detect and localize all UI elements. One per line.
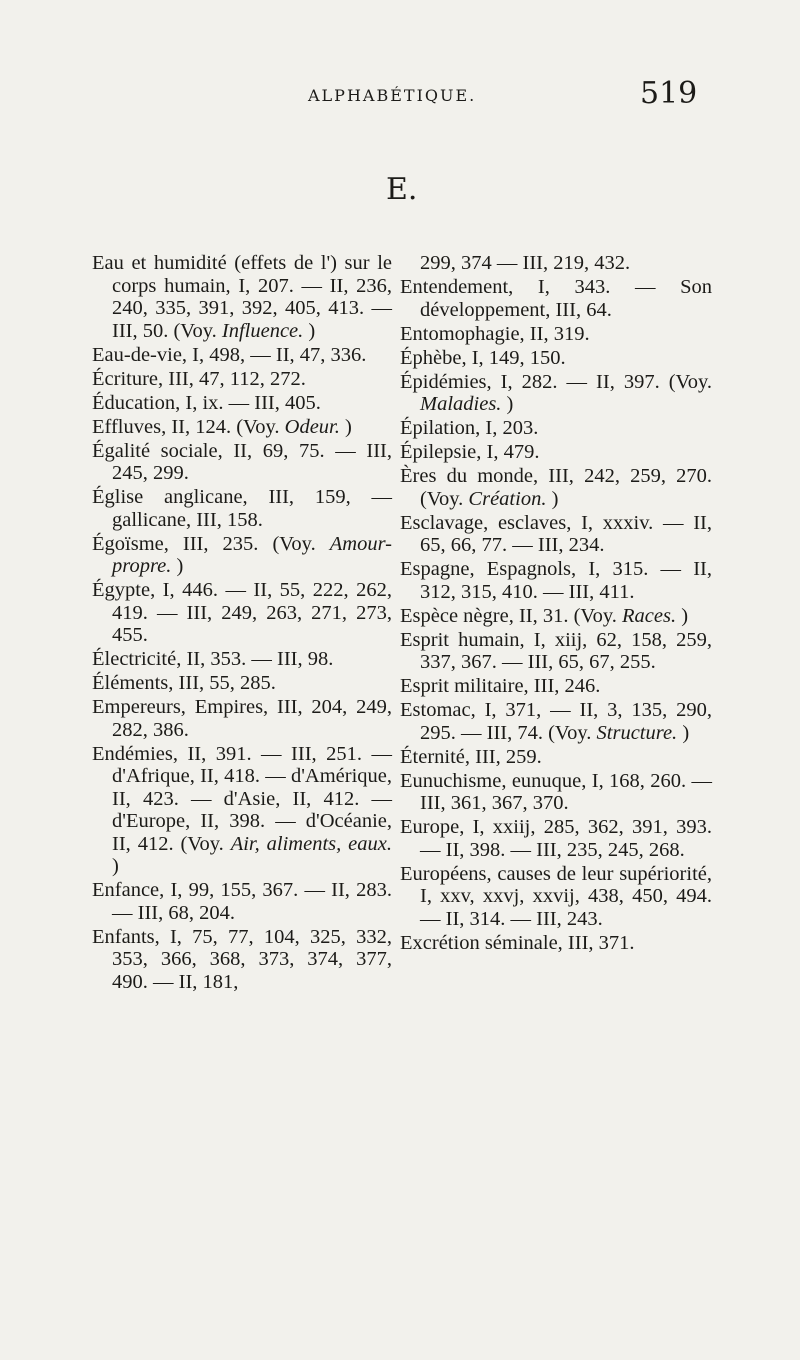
section-letter: E.: [386, 172, 418, 207]
index-entry: Égypte, I, 446. — II, 55, 222, 262, 419. — III, 249, 263, 271, 273, 455.: [92, 579, 392, 646]
index-entry: Eau-de-vie, I, 498, — II, 47, 336.: [92, 343, 367, 366]
index-entry: Éléments, III, 55, 285.: [92, 672, 276, 694]
index-entry: Électricité, II, 353. — III, 98.: [92, 648, 334, 670]
index-entry: Endémies, II, 391. — III, 251. — d'Afrique, II, 418. — d'Amérique, II, 423. — d'Asie, II, 412. — d'Europe, II, 398. — d'Océanie, II, 412. (Voy. Air, aliments, eaux. ): [92, 742, 393, 877]
index-entry-continuation: 299, 374 — III, 219, 432.: [420, 252, 631, 274]
index-entry: Esprit humain, I, xiij, 62, 158, 259, 337, 367. — III, 65, 67, 255.: [400, 628, 712, 673]
page-number: 519: [640, 76, 698, 111]
index-entry: Éphèbe, I, 149, 150.: [400, 346, 566, 369]
index-entry: Épilepsie, I, 479.: [400, 441, 540, 463]
running-head: ALPHABÉTIQUE.: [308, 86, 477, 105]
index-column-right: [400, 252, 712, 956]
index-entry: Ères du monde, III, 242, 259, 270. (Voy. Création. ): [400, 465, 712, 510]
index-entry: Eunuchisme, eunuque, I, 168, 260. — III, 361, 367, 370.: [400, 769, 712, 814]
index-entry: Église anglicane, III, 159, — gallicane, III, 158.: [92, 486, 392, 531]
index-entry: Enfance, I, 99, 155, 367. — II, 283. — III, 68, 204.: [92, 879, 392, 924]
index-entry: Esprit militaire, III, 246.: [400, 675, 601, 697]
index-entry: Égoïsme, III, 235. (Voy. Amour-propre. ): [92, 532, 392, 577]
index-entry: Enfants, I, 75, 77, 104, 325, 332, 353, 366, 368, 373, 374, 377, 490. — II, 181,: [92, 925, 392, 993]
index-entry: Éternité, III, 259.: [400, 745, 542, 768]
index-entry: Épidémies, I, 282. — II, 397. (Voy. Maladies. ): [400, 370, 712, 415]
index-entry: Empereurs, Empires, III, 204, 249, 282, 386.: [92, 696, 392, 741]
index-column-left: [92, 252, 392, 995]
index-entry: Épilation, I, 203.: [400, 417, 539, 439]
index-entry: Estomac, I, 371, — II, 3, 135, 290, 295. — III, 74. (Voy. Structure. ): [400, 699, 712, 744]
index-entry: Entendement, I, 343. — Son développement, III, 64.: [400, 276, 712, 321]
index-entry: Eau et humidité (effets de l') sur le corps humain, I, 207. — II, 236, 240, 335, 391, 392, 405, 413. — III, 50. (Voy. Influence. ): [92, 252, 392, 342]
index-entry: Écriture, III, 47, 112, 272.: [92, 367, 306, 390]
index-entry: Européens, causes de leur supériorité, I, xxv, xxvj, xxvij, 438, 450, 494. — II, 314. — III, 243.: [400, 862, 712, 930]
index-entry: Effluves, II, 124. (Voy. Odeur. ): [92, 415, 352, 438]
index-entry: Éducation, I, ix. — III, 405.: [92, 391, 321, 414]
index-entry: Égalité sociale, II, 69, 75. — III, 245, 299.: [92, 439, 392, 484]
index-entry: Espèce nègre, II, 31. (Voy. Races. ): [400, 604, 689, 627]
index-entry: Esclavage, esclaves, I, xxxiv. — II, 65, 66, 77. — III, 234.: [400, 511, 712, 556]
index-entry: Espagne, Espagnols, I, 315. — II, 312, 315, 410. — III, 411.: [400, 558, 712, 603]
index-entry: Excrétion séminale, III, 371.: [400, 931, 635, 954]
index-entry: Entomophagie, II, 319.: [400, 322, 590, 345]
index-entry: Europe, I, xxiij, 285, 362, 391, 393. — II, 398. — III, 235, 245, 268.: [400, 816, 712, 861]
